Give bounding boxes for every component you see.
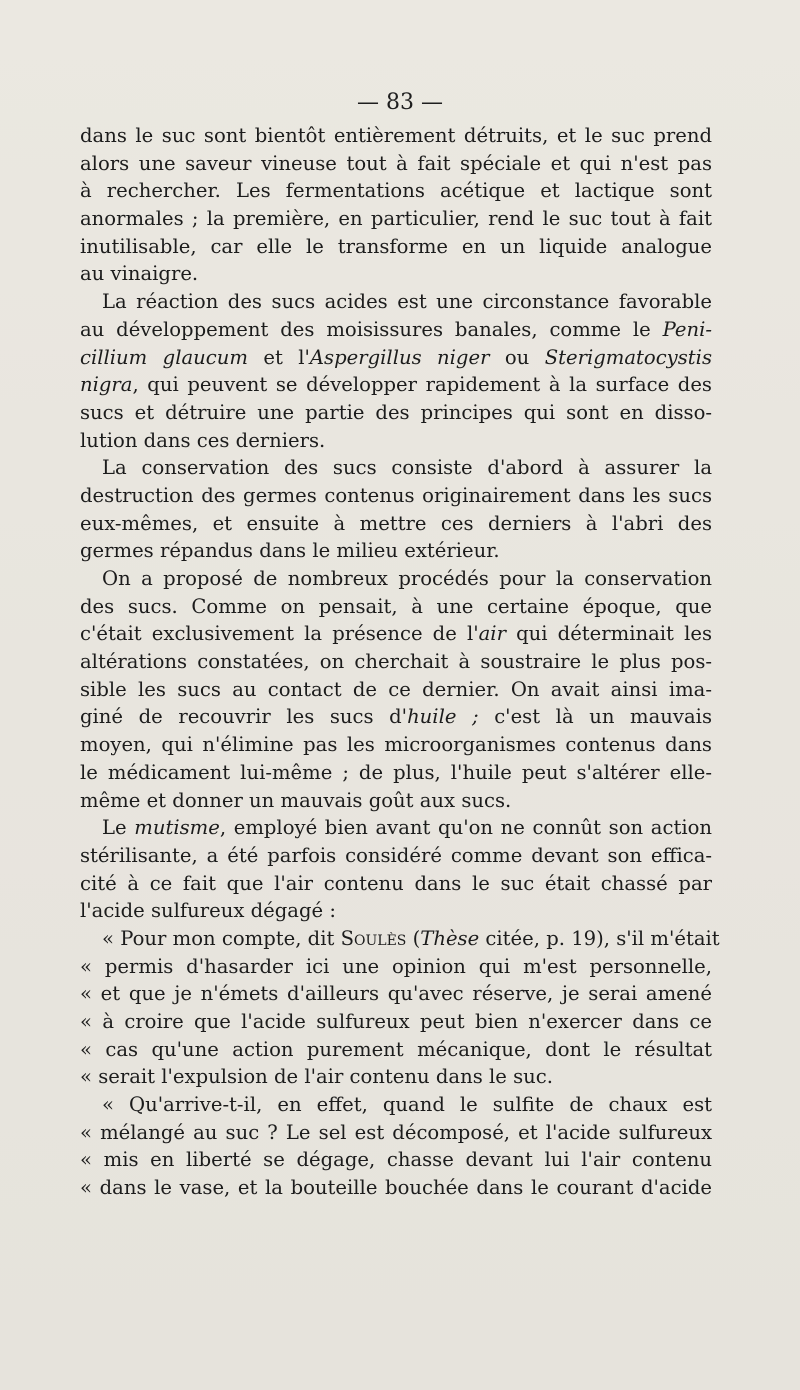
text-span: au vinaigre.: [80, 262, 199, 286]
text-span: même et donner un mauvais goût aux sucs.: [80, 788, 512, 812]
text-span: « Qu'arrive-t-il, en effet, quand le sulfite de chaux est: [102, 1093, 712, 1117]
text-line: [80, 260, 712, 288]
text-span: (: [406, 926, 421, 950]
text-line: [80, 316, 712, 344]
text-span: ou: [489, 345, 545, 369]
text-span: Le: [102, 816, 135, 840]
italic-span: Peni-: [662, 317, 712, 341]
text-line: [80, 427, 712, 455]
text-line: [80, 1063, 712, 1091]
text-span: « mélangé au suc ? Le sel est décomposé, et l'acide sulfureux: [80, 1120, 712, 1144]
text-line: [80, 399, 712, 427]
text-line: [80, 897, 712, 925]
text-span: « et que je n'émets d'ailleurs qu'avec réserve, je serai amené: [80, 982, 712, 1006]
text-line: [80, 288, 712, 316]
text-span: La conservation des sucs consiste d'abord à assurer la: [102, 456, 712, 480]
text-line: [80, 703, 712, 731]
text-span: « serait l'expulsion de l'air contenu dans le suc.: [80, 1065, 553, 1089]
text-line: [80, 1091, 712, 1119]
body-text: [80, 122, 720, 1202]
text-span: à rechercher. Les fermentations acétique et lactique sont: [80, 179, 712, 203]
text-span: , employé bien avant qu'on ne connût son action: [219, 816, 713, 840]
text-line: [80, 454, 712, 482]
text-span: La réaction des sucs acides est une circonstance favorable: [102, 290, 712, 314]
italic-span: cillium glaucum: [80, 345, 248, 369]
text-line: [80, 177, 712, 205]
italic-span: Sterigmatocystis: [544, 345, 712, 369]
text-span: anormales ; la première, en particulier, rend le suc tout à fait: [80, 207, 712, 231]
text-span: moyen, qui n'élimine pas les microorganismes contenus dans: [80, 733, 712, 757]
text-line: [80, 233, 712, 261]
text-line: [80, 593, 712, 621]
text-span: inutilisable, car elle le transforme en un liquide analogue: [80, 234, 712, 258]
italic-span: huile ;: [407, 705, 479, 729]
text-span: alors une saveur vineuse tout à fait spéciale et qui n'est pas: [80, 151, 712, 175]
text-line: [80, 787, 712, 815]
text-span: « dans le vase, et la bouteille bouchée dans le courant d'acide: [80, 1176, 712, 1200]
text-line: [80, 1036, 712, 1064]
text-line: [80, 648, 712, 676]
text-line: [80, 1008, 712, 1036]
text-span: lution dans ces derniers.: [80, 428, 326, 452]
text-line: [80, 1119, 712, 1147]
text-span: sible les sucs au contact de ce dernier. On avait ainsi ima-: [80, 677, 712, 701]
text-span: « Pour mon compte, dit: [102, 926, 341, 950]
text-span: c'est là un mauvais: [478, 705, 712, 729]
text-span: dans le suc sont bientôt entièrement détruits, et le suc prend: [80, 124, 712, 147]
text-line: [80, 731, 712, 759]
text-span: , qui peuvent se développer rapidement à la surface des: [132, 373, 712, 397]
text-span: citée, p. 19), s'il m'était: [479, 926, 720, 950]
text-span: des sucs. Comme on pensait, à une certaine époque, que: [80, 594, 712, 618]
italic-span: Thèse: [420, 926, 480, 950]
text-line: [80, 122, 712, 150]
text-span: stérilisante, a été parfois considéré comme devant son effica-: [80, 843, 712, 867]
text-line: [80, 565, 712, 593]
smallcaps-span: Soulès: [340, 926, 407, 950]
italic-span: mutisme: [134, 816, 220, 840]
text-line: [80, 676, 712, 704]
text-line: [80, 870, 712, 898]
italic-span: air: [478, 622, 506, 646]
text-span: « à croire que l'acide sulfureux peut bien n'exercer dans ce: [80, 1010, 712, 1033]
page-number: — 83 —: [357, 90, 443, 115]
text-line: [80, 620, 712, 648]
text-span: c'était exclusivement la présence de l': [80, 622, 479, 646]
text-line: [80, 371, 712, 399]
text-line: [80, 759, 712, 787]
text-span: « permis d'hasarder ici une opinion qui m'est personnelle,: [80, 954, 712, 978]
text-line: [80, 537, 712, 565]
text-span: et l': [247, 345, 310, 369]
text-line: [80, 953, 712, 981]
text-span: l'acide sulfureux dégagé :: [80, 899, 336, 923]
text-span: eux-mêmes, et ensuite à mettre ces derniers à l'abri des: [80, 511, 712, 535]
text-span: qui déterminait les: [505, 622, 712, 646]
text-span: destruction des germes contenus originairement dans les sucs: [80, 483, 712, 507]
italic-span: Aspergillus niger: [309, 345, 490, 369]
text-span: germes répandus dans le milieu extérieur.: [80, 539, 500, 563]
text-span: altérations constatées, on cherchait à soustraire le plus pos-: [80, 650, 712, 674]
text-line: [80, 482, 712, 510]
text-line: [80, 1146, 712, 1174]
text-span: cité à ce fait que l'air contenu dans le suc était chassé par: [80, 871, 712, 895]
text-line: [80, 814, 712, 842]
text-line: [80, 150, 712, 178]
text-line: [80, 344, 712, 372]
text-line: [80, 842, 712, 870]
text-line: [80, 205, 712, 233]
italic-span: nigra: [80, 373, 133, 397]
text-span: « mis en liberté se dégage, chasse devant lui l'air contenu: [80, 1148, 712, 1172]
text-span: au développement des moisissures banales, comme le: [80, 317, 663, 341]
text-line: [80, 1174, 712, 1202]
text-span: On a proposé de nombreux procédés pour la conservation: [102, 567, 712, 590]
text-span: « cas qu'une action purement mécanique, dont le résultat: [80, 1037, 712, 1061]
text-span: le médicament lui-même ; de plus, l'huile peut s'altérer elle-: [80, 760, 712, 784]
text-span: giné de recouvrir les sucs d': [80, 705, 408, 729]
text-line: [80, 925, 720, 953]
text-line: [80, 980, 712, 1008]
text-line: [80, 510, 712, 538]
text-span: sucs et détruire une partie des principes qui sont en disso-: [80, 400, 712, 424]
